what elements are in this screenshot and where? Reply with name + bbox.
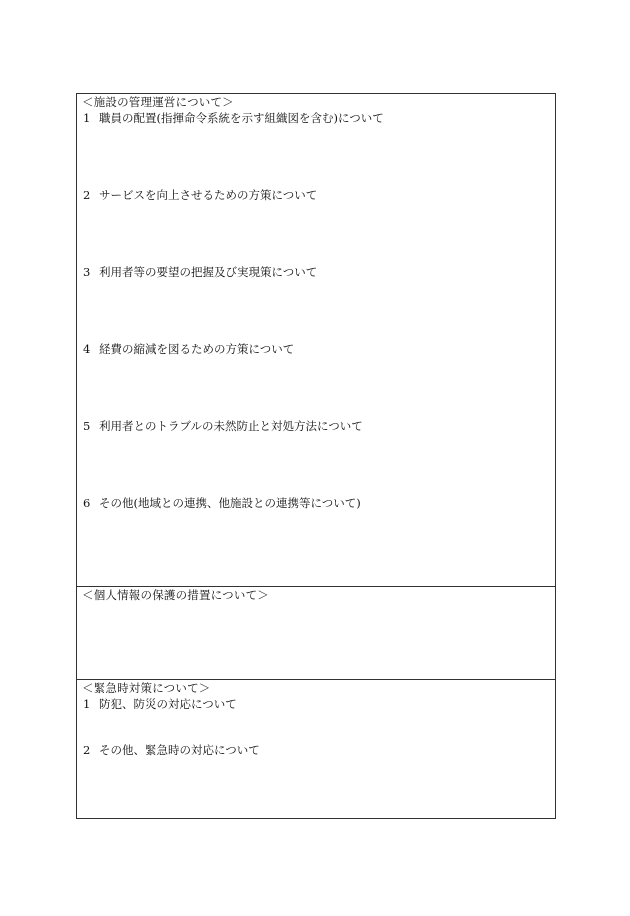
item-text: その他、緊急時の対応について [99, 743, 260, 757]
list-item [83, 743, 260, 757]
item-text: その他(地域との連携、他施設との連携等について) [99, 496, 361, 510]
list-item [83, 265, 317, 279]
facility-management-section [77, 94, 555, 587]
item-text: 職員の配置(指揮命令系統を示す組織図を含む)について [99, 111, 384, 125]
item-text: 防犯、防災の対応について [99, 697, 237, 711]
item-text: サービスを向上させるための方策について [99, 188, 318, 202]
list-item [83, 419, 363, 433]
item-text: 経費の縮減を図るための方策について [99, 342, 295, 356]
item-number: 1 [83, 111, 91, 125]
proposal-form [76, 93, 556, 819]
section-heading: ＜個人情報の保護の措置について＞ [82, 588, 269, 602]
section-heading: ＜施設の管理運営について＞ [82, 95, 234, 109]
item-number: 2 [83, 188, 91, 202]
emergency-measures-section [77, 680, 555, 818]
item-text: 利用者とのトラブルの未然防止と対処方法について [99, 419, 363, 433]
list-item [83, 697, 237, 711]
list-item [83, 188, 317, 202]
list-item [83, 111, 384, 125]
item-number: 1 [83, 697, 91, 711]
item-number: 3 [83, 265, 91, 279]
item-number: 6 [83, 496, 91, 510]
item-text: 利用者等の要望の把握及び実現策について [99, 265, 318, 279]
privacy-protection-section [77, 587, 555, 680]
list-item [83, 496, 361, 510]
item-number: 4 [83, 342, 91, 356]
section-heading: ＜緊急時対策について＞ [82, 681, 211, 695]
item-number: 5 [83, 419, 91, 433]
list-item [83, 342, 294, 356]
item-number: 2 [83, 743, 91, 757]
